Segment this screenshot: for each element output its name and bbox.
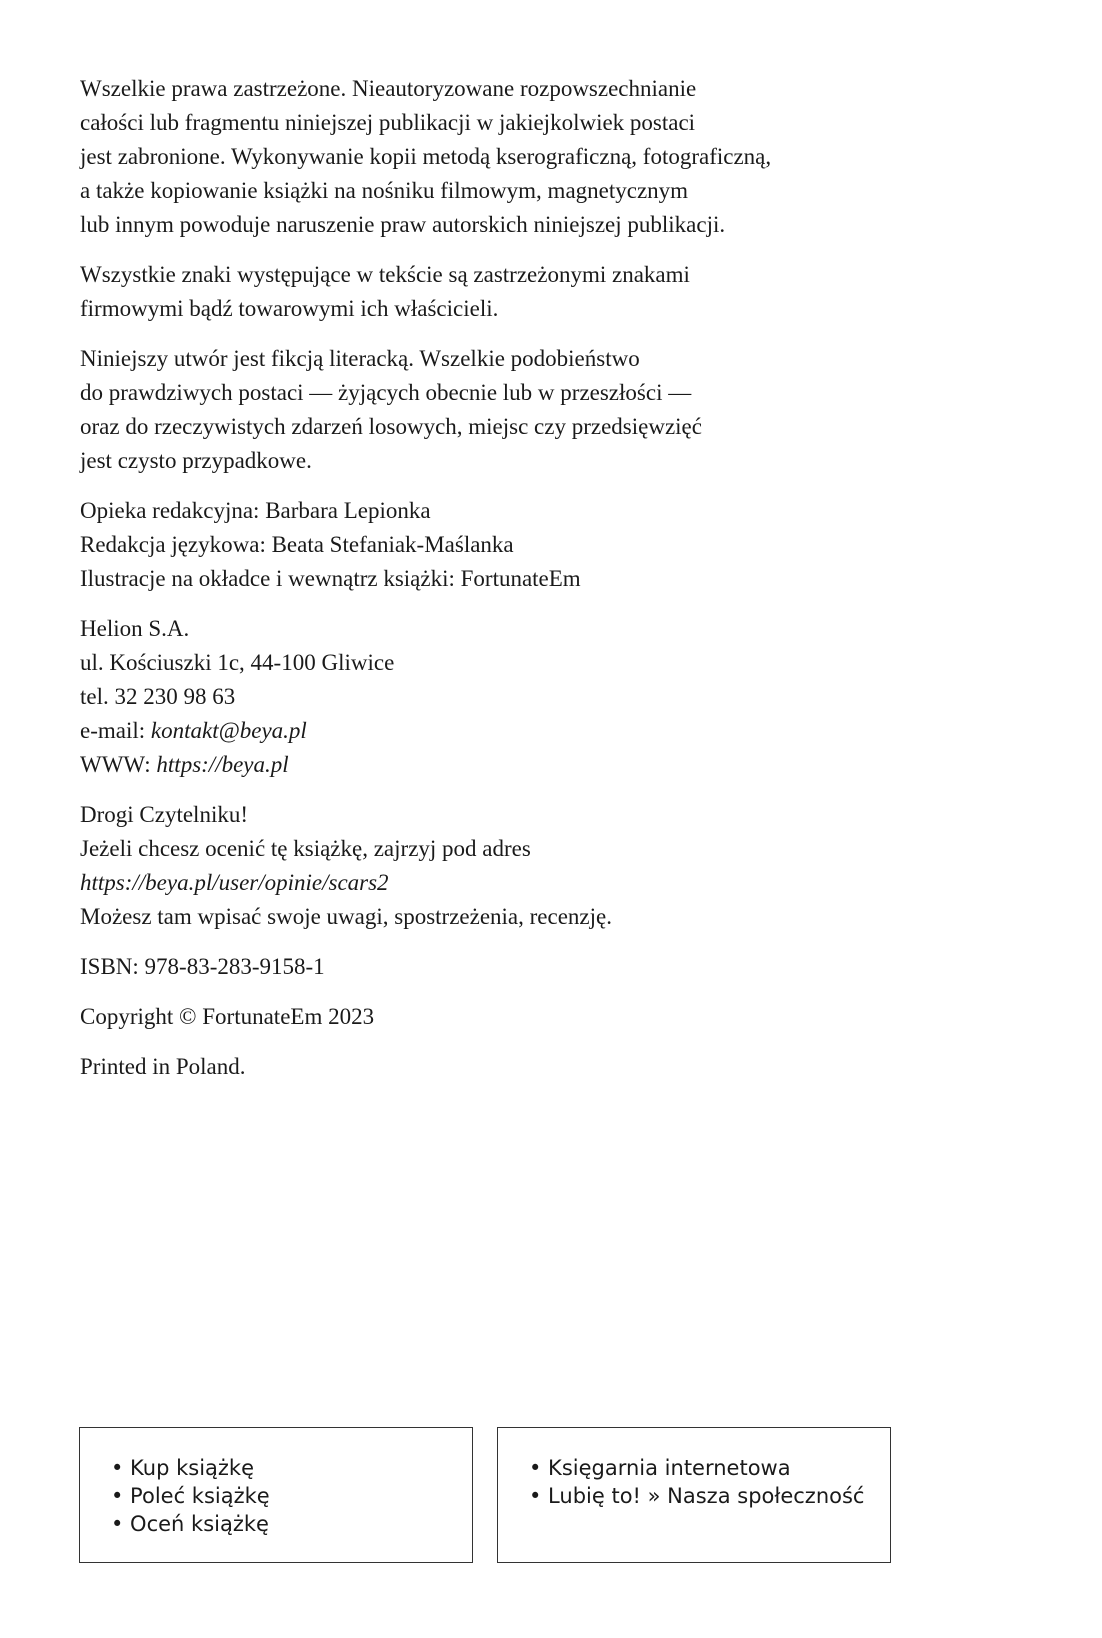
community-link[interactable]: • Lubię to! » Nasza społeczność — [529, 1484, 865, 1508]
publisher-name: Helion S.A. — [80, 616, 190, 641]
trademarks-line: Wszystkie znaki występujące w tekście są zastrzeżonymi znakami — [80, 262, 690, 287]
publisher-www-row — [80, 748, 980, 782]
rights-line: Wszelkie prawa zastrzeżone. Nieautoryzowane rozpowszechnianie — [80, 76, 697, 101]
online-bookstore-link[interactable]: • Księgarnia internetowa — [529, 1456, 791, 1480]
email-address: kontakt@beya.pl — [150, 718, 307, 743]
publisher-address: ul. Kościuszki 1c, 44-100 Gliwice — [80, 650, 395, 675]
bookstore-links-box — [497, 1427, 891, 1563]
rights-line: a także kopiowanie książki na nośniku filmowym, magnetycznym — [80, 178, 689, 203]
email-label: e-mail: — [80, 718, 151, 743]
reader-note: Możesz tam wpisać swoje uwagi, spostrzeżenia, recenzję. — [80, 904, 612, 929]
imprint-page — [80, 72, 980, 1100]
rights-line: jest zabronione. Wykonywanie kopii metodą kserograficzną, fotograficzną, — [80, 144, 772, 169]
isbn: ISBN: 978-83-283-9158-1 — [80, 954, 325, 979]
credit-line: Redakcja językowa: Beata Stefaniak-Maślanka — [80, 532, 514, 557]
buy-book-link[interactable]: • Kup książkę — [111, 1456, 255, 1480]
rate-book-link[interactable]: • Oceń książkę — [111, 1512, 269, 1536]
publisher-email-row — [80, 714, 980, 748]
rights-line: lub innym powoduje naruszenie praw autorskich niniejszej publikacji. — [80, 212, 726, 237]
recommend-book-link[interactable]: • Poleć książkę — [111, 1484, 270, 1508]
copyright: Copyright © FortunateEm 2023 — [80, 1004, 375, 1029]
review-url: https://beya.pl/user/opinie/scars2 — [80, 870, 389, 895]
book-actions-box — [79, 1427, 473, 1563]
www-label: WWW: — [80, 752, 157, 777]
fiction-paragraph — [80, 342, 980, 478]
trademarks-line: firmowymi bądź towarowymi ich właścicieli. — [80, 296, 499, 321]
fiction-line: do prawdziwych postaci — żyjących obecnie lub w przeszłości — — [80, 380, 692, 405]
credits-paragraph — [80, 494, 980, 596]
fiction-line: oraz do rzeczywistych zdarzeń losowych, miejsc czy przedsięwzięć — [80, 414, 702, 439]
reader-paragraph — [80, 798, 980, 934]
publisher-phone: tel. 32 230 98 63 — [80, 684, 236, 709]
www-address: https://beya.pl — [156, 752, 289, 777]
credit-line: Opieka redakcyjna: Barbara Lepionka — [80, 498, 431, 523]
credit-line: Ilustracje na okładce i wewnątrz książki: FortunateEm — [80, 566, 581, 591]
publisher-paragraph — [80, 612, 980, 782]
printed-in: Printed in Poland. — [80, 1054, 246, 1079]
fiction-line: jest czysto przypadkowe. — [80, 448, 312, 473]
rights-line: całości lub fragmentu niniejszej publikacji w jakiejkolwiek postaci — [80, 110, 696, 135]
fiction-line: Niniejszy utwór jest fikcją literacką. Wszelkie podobieństwo — [80, 346, 640, 371]
reader-prompt: Jeżeli chcesz ocenić tę książkę, zajrzyj pod adres — [80, 836, 531, 861]
reader-greeting: Drogi Czytelniku! — [80, 802, 248, 827]
trademarks-paragraph — [80, 258, 980, 326]
rights-paragraph — [80, 72, 980, 242]
